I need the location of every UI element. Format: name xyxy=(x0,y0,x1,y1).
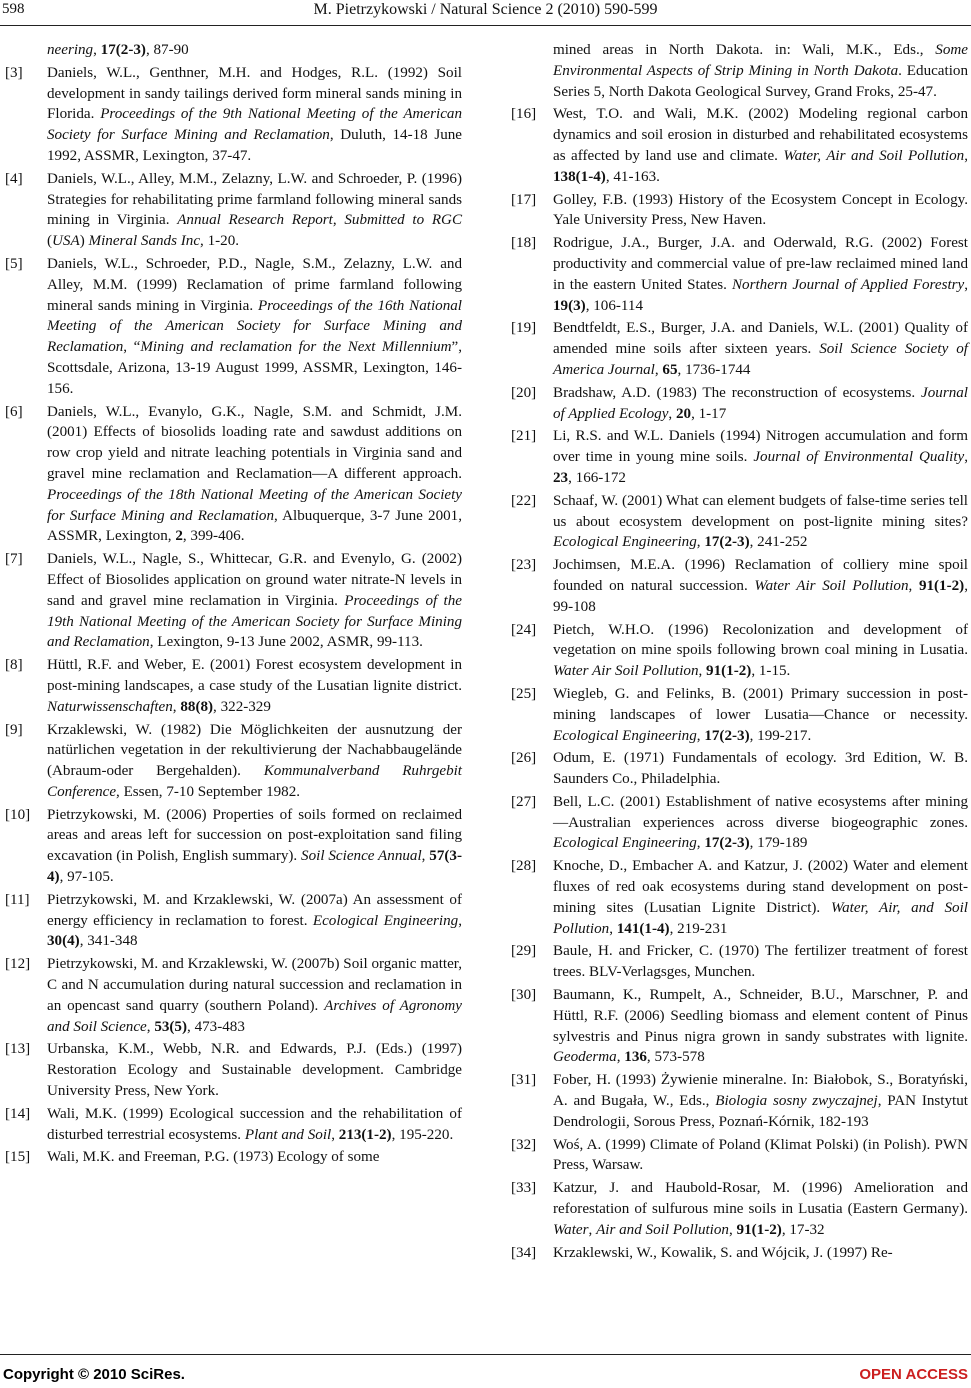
reference-item xyxy=(511,856,968,939)
reference-number: [7] xyxy=(5,551,23,568)
reference-number: [12] xyxy=(5,956,31,973)
text-segment: Daniels, W.L., Schroeder, P.D., Nagle, S.M., Zelazny, L.W. and Alley, M.M. (1999) Reclamation of prime farmland following mineral sands mining in Virginia. xyxy=(47,255,462,314)
reference-text xyxy=(47,1147,462,1168)
text-segment: , 97-105. xyxy=(59,869,114,886)
italic-segment: Annual Research Report xyxy=(177,212,333,229)
reference-item xyxy=(511,684,968,746)
text-segment: , xyxy=(696,727,705,744)
bold-segment: 20 xyxy=(675,405,692,422)
italic-segment: Ecological Engineering xyxy=(553,534,697,551)
italic-segment: Proceedings of the 16th National Meeting of the American Society for Surface Mining and Reclamation xyxy=(47,297,462,356)
reference-number: [15] xyxy=(5,1149,31,1166)
text-segment: , 219-231 xyxy=(669,920,728,937)
reference-text xyxy=(47,720,462,803)
copyright-notice: Copyright © 2010 SciRes. xyxy=(3,1366,185,1383)
reference-item xyxy=(511,190,968,232)
italic-segment: Water, Air and Soil Pollution xyxy=(783,147,965,164)
reference-number: [18] xyxy=(511,235,537,252)
text-segment: , 99-108 xyxy=(553,577,968,615)
reference-text xyxy=(553,941,968,983)
reference-number: [23] xyxy=(511,557,537,574)
text-segment: Pietch, W.H.O. (1996) Recolonization and development of vegetation on mine spoils following brown coal mining in Lusatia. xyxy=(553,621,968,659)
references-left-column xyxy=(5,40,462,1170)
reference-text xyxy=(47,402,462,548)
bold-segment: 57(3-4) xyxy=(47,848,462,886)
text-segment: , xyxy=(964,147,969,164)
text-segment: Daniels, W.L., Evanylo, G.K., Nagle, S.M. and Schmidt, J.M. (2001) Effects of biosolids loading rate and sawdust additions on row crop yield and nitrate leaching potentials in Virginia sand and gravel mine reclamation and Reclamation—A different approach. xyxy=(47,403,462,482)
text-segment: Rodrigue, J.A., Burger, J.A. and Oderwald, R.G. (2002) Forest productivity and commercial value of pre-law reclaimed mined land in the eastern United States. xyxy=(553,235,968,293)
reference-number: [31] xyxy=(511,1072,537,1089)
reference-item xyxy=(5,169,462,252)
text-segment: , 322-329 xyxy=(213,698,271,715)
text-segment: Urbanska, K.M., Webb, N.R. and Edwards, P.J. (Eds.) (1997) Restoration Ecology and Sustainable development. Cambridge University Press, New York. xyxy=(47,1041,462,1100)
text-segment: , xyxy=(93,42,101,58)
reference-number: [10] xyxy=(5,806,31,823)
reference-text xyxy=(553,555,968,617)
reference-item xyxy=(5,549,462,653)
header-rule xyxy=(0,25,971,26)
reference-item xyxy=(5,655,462,717)
reference-item xyxy=(511,426,968,488)
text-segment: Krzaklewski, W. (1982) Die Möglichkeiten der ausnutzung der natürlichen vegetation in der rekultivierung der Nachabbaugelände (Abraum-oder Bergehalden). xyxy=(47,721,462,780)
text-segment: , 195-220. xyxy=(391,1126,454,1143)
text-segment: , Duluth, 14-18 June 1992, ASSMR, Lexington, 37-47. xyxy=(47,127,462,164)
open-access-label: OPEN ACCESS xyxy=(859,1366,968,1383)
reference-text xyxy=(553,620,968,682)
text-segment: , xyxy=(421,848,430,865)
reference-text xyxy=(47,805,462,888)
reference-item xyxy=(511,941,968,983)
reference-number: [33] xyxy=(511,1180,537,1197)
text-segment: , 1-17 xyxy=(691,405,727,422)
reference-number: [20] xyxy=(511,384,537,401)
text-segment: , 1736-1744 xyxy=(677,361,751,378)
italic-segment: Soil Science Annual xyxy=(301,848,422,865)
text-segment: , Lexington, 9-13 June 2002, ASMR, 99-113. xyxy=(149,634,423,651)
text-segment: Pietrzykowski, M. (2006) Properties of soils formed on reclaimed areas and areas left for succession on post-exploitation sand filing excavation (in Polish, English summary). xyxy=(47,806,462,865)
reference-text xyxy=(47,254,462,400)
page-number: 598 xyxy=(2,1,25,17)
text-segment: , xyxy=(668,405,676,422)
italic-segment: Northern Journal of Applied Forestry xyxy=(731,276,965,293)
text-segment: ”, Scottsdale, Arizona, 13-19 August 1999, ASSMR, Lexington, 146-156. xyxy=(47,339,462,397)
reference-item xyxy=(511,233,968,316)
text-segment: mined areas in North Dakota. in: Wali, M.K., Eds., xyxy=(553,42,936,58)
reference-number: [21] xyxy=(511,428,537,445)
italic-segment: Mining and reclamation for the Next Millennium xyxy=(140,339,452,356)
bold-segment: 91(1-2) xyxy=(918,577,965,594)
reference-number: [16] xyxy=(511,106,537,123)
bold-segment: 53(5) xyxy=(154,1018,188,1035)
references-right-column xyxy=(511,40,968,1265)
reference-text xyxy=(553,1178,968,1240)
reference-text xyxy=(553,1070,968,1132)
text-segment: Katzur, J. and Haubold-Rosar, M. (1996) Amelioration and reforestation of sulfurous mine soils in Lusatia (Eastern Germany). xyxy=(553,1180,968,1218)
text-segment: , 17-32 xyxy=(781,1221,825,1238)
reference-item xyxy=(511,1070,968,1132)
text-segment: , xyxy=(908,577,919,594)
reference-text xyxy=(47,63,462,167)
reference-number: [6] xyxy=(5,403,23,420)
reference-number: [26] xyxy=(511,750,537,767)
italic-segment: Journal of Applied Ecology xyxy=(553,384,968,422)
italic-segment: neering xyxy=(47,42,94,58)
bold-segment: 19(3) xyxy=(553,297,586,314)
text-segment: , 1-20. xyxy=(200,233,240,250)
text-segment: , 573-578 xyxy=(646,1049,705,1066)
text-segment: , xyxy=(616,1049,625,1066)
reference-text xyxy=(47,890,462,952)
footer-rule xyxy=(0,1354,971,1355)
italic-segment: Some Environmental Aspects of Strip Mining in North Dakota xyxy=(553,42,968,79)
italic-segment: Air and Soil Pollution xyxy=(596,1221,729,1238)
text-segment: Wali, M.K. and Freeman, P.G. (1973) Ecology of some xyxy=(47,1149,380,1166)
italic-segment: Journal of Environmental Quality xyxy=(753,449,965,466)
text-segment: , xyxy=(964,449,969,466)
italic-segment: Proceedings of the 19th National Meeting of the American Society for Surface Mining and Reclamation xyxy=(47,592,462,651)
reference-number: [28] xyxy=(511,858,537,875)
reference-text xyxy=(553,233,968,316)
reference-text xyxy=(47,954,462,1037)
reference-item xyxy=(5,254,462,400)
reference-text xyxy=(553,491,968,553)
reference-number: [32] xyxy=(511,1136,537,1153)
italic-segment: Ecological Engineering xyxy=(553,835,697,852)
reference-text xyxy=(47,655,462,717)
text-segment: Schaaf, W. (2001) What can element budgets of false-time series tell us about ecosystem development on post-lignite mining sites? xyxy=(553,492,968,530)
text-segment: , xyxy=(331,1126,339,1143)
text-segment: , xyxy=(696,835,705,852)
text-segment: . Education Series 5, North Dakota Geological Survey, Grand Froks, 25-47. xyxy=(553,62,968,100)
continued-reference xyxy=(511,40,968,102)
italic-segment: Naturwissenschaften xyxy=(47,698,173,715)
running-title: M. Pietrzykowski / Natural Science 2 (2010) 590-599 xyxy=(313,1,658,18)
bold-segment: 17(2-3) xyxy=(704,835,750,852)
text-segment: ( xyxy=(47,233,53,250)
reference-text xyxy=(47,1039,462,1101)
bold-segment: 17(2-3) xyxy=(100,42,146,58)
text-segment: Bradshaw, A.D. (1983) The reconstruction of ecosystems. xyxy=(553,384,922,401)
text-segment: , xyxy=(654,361,663,378)
text-segment: Baule, H. and Fricker, C. (1970) The fertilizer treatment of forest trees. BLV-Verlagsges, Munchen. xyxy=(553,943,968,981)
text-segment: Pietrzykowski, M. and Krzaklewski, W. (2007b) Soil organic matter, C and N accumulation during natural succession and reclamation in an opencast sand quarry (southern Poland). xyxy=(47,956,462,1014)
text-segment: , xyxy=(609,920,617,937)
reference-number: [29] xyxy=(511,943,537,960)
reference-item xyxy=(511,985,968,1068)
reference-number: [24] xyxy=(511,621,537,638)
reference-text xyxy=(553,1135,968,1177)
text-segment: Baumann, K., Rumpelt, A., Schneider, B.U., Marschner, P. and Hüttl, R.F. (2006) Seedling biomass and element content of Pinus sylvestris and Pinus nigra grown in sandy substrates with lignite. xyxy=(553,987,968,1045)
bold-segment: 17(2-3) xyxy=(704,534,750,551)
text-segment: , xyxy=(964,276,968,293)
text-segment: , xyxy=(728,1221,737,1238)
text-segment: Fober, H. (1993) Żywienie mineralne. In: Białobok, S., Boratyński, A. and Bugała, W., Eds., xyxy=(553,1072,968,1110)
reference-number: [27] xyxy=(511,793,537,810)
bold-segment: 65 xyxy=(662,361,678,378)
reference-item xyxy=(511,555,968,617)
reference-text xyxy=(553,985,968,1068)
italic-segment: Proceedings of the 9th National Meeting of the American Society for Surface Mining and Reclamation xyxy=(47,106,462,144)
reference-number: [3] xyxy=(5,64,23,81)
text-segment: Daniels, W.L., Genthner, M.H. and Hodges, R.L. (1992) Soil development in sandy tailings derived form mineral sands mining in Florida. xyxy=(47,64,462,123)
text-segment: Woś, A. (1999) Climate of Poland (Klimat Polski) (in Polish). PWN Press, Warsaw. xyxy=(553,1136,968,1174)
bold-segment: 88(8) xyxy=(180,698,214,715)
reference-text xyxy=(553,104,968,187)
text-segment: Wiegleb, G. and Felinks, B. (2001) Primary succession in post-mining landscapes of lower Lusatia—Chance or necessity. xyxy=(553,685,968,723)
text-segment: Li, R.S. and W.L. Daniels (1994) Nitrogen accumulation and form over time in young mine soils. xyxy=(553,428,968,466)
text-segment: , 166-172 xyxy=(568,469,626,486)
text-segment: Krzaklewski, W., Kowalik, S. and Wójcik, J. (1997) Re- xyxy=(553,1244,893,1261)
reference-item xyxy=(511,1243,968,1264)
italic-segment: Mineral Sands Inc xyxy=(88,233,201,250)
reference-text xyxy=(553,684,968,746)
text-segment: , 199-217. xyxy=(749,727,812,744)
page-footer xyxy=(0,1354,971,1388)
reference-text xyxy=(553,1243,968,1264)
text-segment: , 1-15. xyxy=(751,663,791,680)
text-segment: , xyxy=(332,212,345,229)
text-segment: Daniels, W.L., Nagle, S., Whittecar, G.R. and Evenylo, G. (2002) Effect of Biosolides application on ground water nitrate-N levels in sand and gravel mine reclamation in Virginia. xyxy=(47,551,462,609)
reference-number: [14] xyxy=(5,1105,31,1122)
text-segment: , 87-90 xyxy=(145,42,189,58)
bold-segment: 141(1-4) xyxy=(616,920,670,937)
reference-item xyxy=(5,954,462,1037)
text-segment: , 341-348 xyxy=(79,933,138,950)
reference-text xyxy=(553,748,968,790)
bold-segment: 138(1-4) xyxy=(553,168,606,185)
bold-segment: 91(1-2) xyxy=(706,663,752,680)
reference-item xyxy=(511,748,968,790)
text-segment: , xyxy=(696,534,705,551)
reference-number: [25] xyxy=(511,685,537,702)
italic-segment: Water, Air, and Soil Pollution xyxy=(553,899,968,937)
reference-text xyxy=(47,549,462,653)
text-segment: , xyxy=(698,663,707,680)
text-segment: , 179-189 xyxy=(749,835,808,852)
italic-segment: Biologia sosny zwyczajnej xyxy=(715,1093,878,1110)
text-segment: , “ xyxy=(123,339,141,356)
reference-text xyxy=(553,318,968,380)
text-segment: , 106-114 xyxy=(585,297,643,314)
bold-segment: 2 xyxy=(175,528,183,545)
reference-number: [5] xyxy=(5,255,23,272)
italic-segment: Ecological Engineering xyxy=(312,912,459,929)
text-segment: , Albuquerque, 3-7 June 2001, ASSMR, Lexington, xyxy=(47,507,463,545)
text-segment: Bendtfeldt, E.S., Burger, J.A. and Daniels, W.L. (2001) Quality of amended mine soils after sixteen years. xyxy=(553,320,968,358)
text-segment: , xyxy=(146,1018,155,1035)
text-segment: , Essen, 7-10 September 1982. xyxy=(116,783,301,800)
bold-segment: 23 xyxy=(553,469,569,486)
reference-item xyxy=(5,720,462,803)
reference-item xyxy=(511,1135,968,1177)
reference-item xyxy=(5,1147,462,1168)
bold-segment: 136 xyxy=(624,1049,647,1066)
reference-item xyxy=(5,1039,462,1101)
reference-item xyxy=(5,402,462,548)
reference-text xyxy=(553,856,968,939)
reference-number: [17] xyxy=(511,191,537,208)
italic-segment: USA xyxy=(52,233,80,250)
text-segment: Knoche, D., Embacher A. and Katzur, J. (2002) Water and element fluxes of red oak ecosystems during stand development on post-mining sites (Lusatian Lignite District). xyxy=(553,858,968,916)
reference-item xyxy=(5,890,462,952)
text-segment: , xyxy=(588,1221,597,1238)
reference-text xyxy=(47,169,462,252)
bold-segment: 213(1-2) xyxy=(338,1126,392,1143)
italic-segment: Proceedings of the 18th National Meeting of the American Society for Surface Mining and Reclamation xyxy=(47,486,462,524)
reference-text xyxy=(47,1104,462,1146)
italic-segment: Geoderma xyxy=(553,1049,617,1066)
reference-number: [22] xyxy=(511,492,537,509)
reference-text xyxy=(553,383,968,425)
italic-segment: Water Air Soil Pollution xyxy=(553,663,699,680)
text-segment: West, T.O. and Wali, M.K. (2002) Modeling regional carbon dynamics and soil erosion in disturbed and rehabilitated ecosystems as affected by land use and climate. xyxy=(553,106,968,164)
reference-text xyxy=(553,426,968,488)
reference-text xyxy=(553,190,968,232)
text-segment: Odum, E. (1971) Fundamentals of ecology. 3rd Edition, W. B. Saunders Co., Philadelphia. xyxy=(553,750,968,788)
text-segment: Daniels, W.L., Alley, M.M., Zelazny, L.W. and Schroeder, P. (1996) Strategies for rehabilitating prime farmland following mineral sands mining in Virginia. xyxy=(47,170,462,229)
text-segment: , 41-163. xyxy=(605,168,660,185)
bold-segment: 30(4) xyxy=(47,933,80,950)
text-segment: Jochimsen, M.E.A. (1996) Reclamation of colliery mine spoil founded on natural succession. xyxy=(553,557,968,594)
italic-segment: Soil Science Society of America Journal xyxy=(553,341,968,378)
text-segment: , PAN Instytut Dendrologii, Sorous Press, Poznań-Kórnik, 182-193 xyxy=(553,1093,968,1130)
text-segment: Wali, M.K. (1999) Ecological succession and the rehabilitation of disturbed terrestrial ecosystems. xyxy=(47,1105,462,1143)
reference-item xyxy=(511,1178,968,1240)
reference-item xyxy=(511,620,968,682)
continued-reference xyxy=(5,40,462,61)
text-segment: Pietrzykowski, M. and Krzaklewski, W. (2007a) An assessment of energy efficiency in reclamation to forest. xyxy=(47,891,462,929)
reference-number: [9] xyxy=(5,721,23,738)
reference-number: [19] xyxy=(511,320,537,337)
text-segment: Hüttl, R.F. and Weber, E. (2001) Forest ecosystem development in post-mining landscapes, a case study of the Lusatian lignite district. xyxy=(47,657,462,694)
reference-item xyxy=(5,805,462,888)
italic-segment: Kommunalverband Ruhrgebit Conference xyxy=(47,763,462,800)
page-header xyxy=(0,0,971,26)
reference-number: [30] xyxy=(511,987,537,1004)
reference-number: [4] xyxy=(5,170,23,187)
reference-item xyxy=(5,63,462,167)
text-segment: , 241-252 xyxy=(749,534,808,551)
text-segment: Golley, F.B. (1993) History of the Ecosystem Concept in Ecology. Yale University Press, New Haven. xyxy=(553,191,968,229)
reference-item xyxy=(511,318,968,380)
italic-segment: Archives of Agronomy and Soil Science xyxy=(47,997,462,1035)
reference-number: [34] xyxy=(511,1244,537,1261)
bold-segment: 17(2-3) xyxy=(704,727,750,744)
reference-item xyxy=(511,383,968,425)
reference-number: [8] xyxy=(5,657,23,674)
text-segment: , xyxy=(172,698,181,715)
italic-segment: Water Air Soil Pollution xyxy=(754,577,909,594)
reference-number: [11] xyxy=(5,891,30,908)
text-segment: ) xyxy=(79,233,89,250)
reference-number: [13] xyxy=(5,1041,31,1058)
reference-item xyxy=(511,104,968,187)
reference-item xyxy=(511,491,968,553)
text-segment: , 399-406. xyxy=(182,528,245,545)
italic-segment: Ecological Engineering xyxy=(553,727,697,744)
text-segment: , 473-483 xyxy=(187,1018,245,1035)
italic-segment: Plant and Soil xyxy=(244,1126,332,1143)
italic-segment: Submitted to RGC xyxy=(344,212,463,229)
reference-item xyxy=(5,1104,462,1146)
bold-segment: 91(1-2) xyxy=(736,1221,782,1238)
reference-text xyxy=(553,792,968,854)
text-segment: , xyxy=(458,912,462,929)
text-segment: Bell, L.C. (2001) Establishment of native ecosystems after mining—Australian experiences across diverse biogeographic zones. xyxy=(553,793,968,831)
reference-item xyxy=(511,792,968,854)
italic-segment: Water xyxy=(553,1221,589,1238)
